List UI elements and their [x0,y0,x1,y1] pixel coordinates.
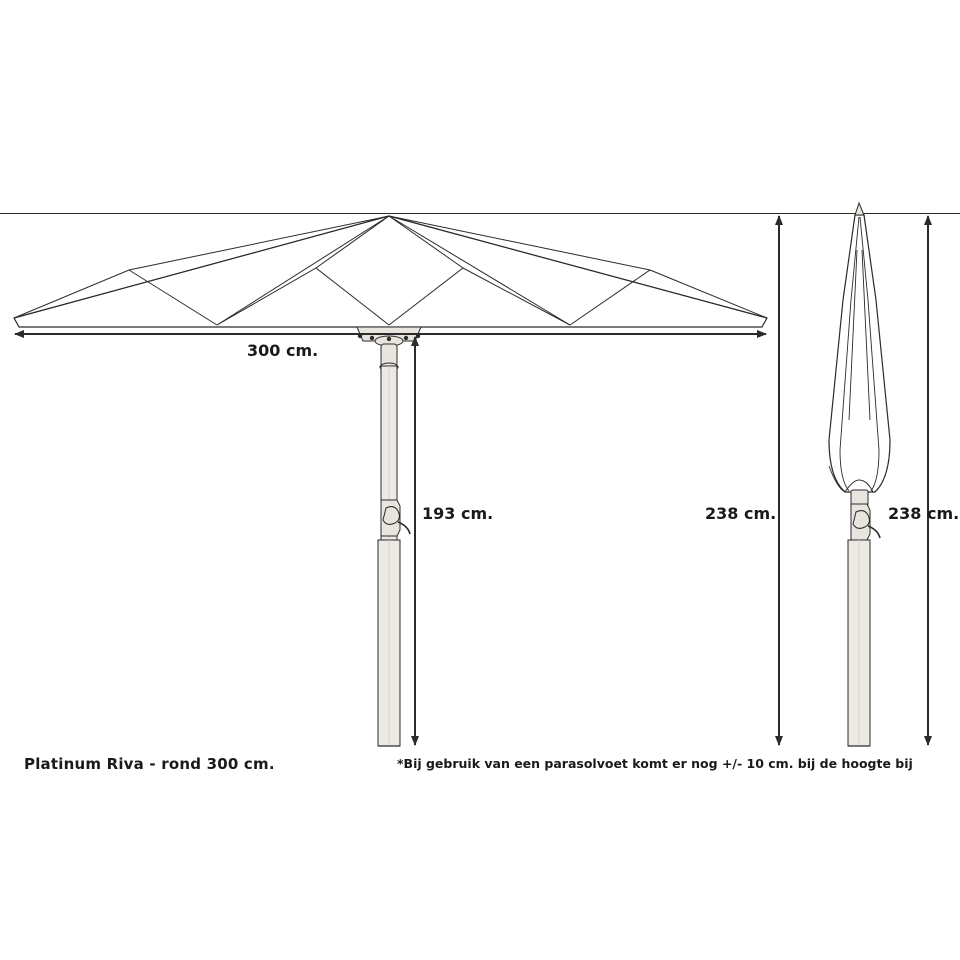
footnote-label: *Bij gebruik van een parasolvoet komt er nog +/- 10 cm. bij de hoogte bij [397,756,913,771]
height-closed-right-label: 238 cm. [888,504,960,523]
product-name-label: Platinum Riva - rond 300 cm. [24,755,275,773]
height-open-label: 193 cm. [422,504,494,523]
height-closed-left-label: 238 cm. [705,504,777,523]
closed-parasol-view [829,203,890,746]
open-parasol-view [14,216,767,746]
diameter-label: 300 cm. [247,341,319,360]
